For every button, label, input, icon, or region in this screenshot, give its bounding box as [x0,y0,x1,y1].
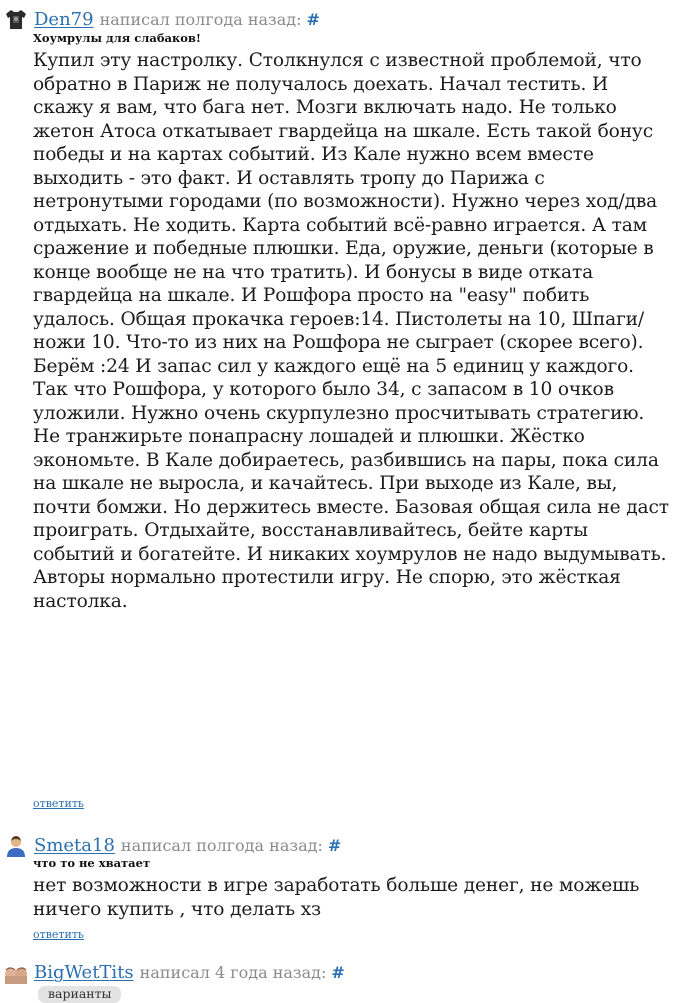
comment-body [33,874,669,921]
author-link[interactable]: Smeta18 [34,834,115,856]
permalink[interactable]: # [331,962,345,982]
avatar[interactable] [4,833,28,857]
comment-tag[interactable]: варианты [38,986,121,1003]
comment-body [33,49,669,613]
comment-meta: написал полгода назад: [120,835,323,855]
reply-link[interactable]: ответить [33,797,84,810]
permalink[interactable]: # [306,9,320,29]
comment-title: что то не хватает [33,856,151,870]
author-link[interactable]: BigWetTits [34,961,134,983]
author-link[interactable]: Den79 [34,8,94,30]
comment-header [4,832,341,858]
comment-title: Хоумрулы для слабаков! [33,31,201,45]
comment-header [4,6,320,32]
avatar[interactable] [4,960,28,984]
permalink[interactable]: # [327,835,342,855]
comment-text: Купил эту настролку. Столкнулся с известной проблемой, что обратно в Париж не получалось доехать. Начал тестить. И скажу я вам, что бага нет. Мозги включать надо. Не только жетон Атоса откатывает гвардейца на шкале. Есть такой бонус победы и на картах событий. Из Кале нужно всем вместе выходить - это факт. И оставлять тропу до Парижа с нетронутыми городами (по возможности). Нужно через ход/два отдыхать. Не ходить. Карта событий всё-равно играется. А там сражение и победные плюшки. Еда, оружие, деньги (которые в конце вообще не на что тратить). И бонусы в виде отката гвардейца на шкале. И Рошфора просто на "easy" побить удалось. Общая прокачка героев:14. Пистолеты на 10, Шпаги/ножи 10. Что-то из них на Рошфора не сыграет (скорее всего). Берём :24 И запас сил у каждого ещё на 5 единиц у каждого. Так что Рошфора, у которого было 34, с запасом в 10 очков уложили. Нужно очень скурпулезно просчитывать стратегию. Не транжирьте понапрасну лошадей и плюшки. Жёстко экономьте. В Кале добираетесь, разбившись на пары, пока сила на шкале не выросла, и качайтесь. При выходе из Кале, вы, почти бомжи. Но держитесь вместе. Базовая общая сила не даст проиграть. Отдыхайте, восстанавливайтесь, бейте карты событий и богатейте. И никаких хоумрулов не надо выдумывать. Авторы нормально протестили игру. Не спорю, это жёсткая настолка. [33,50,669,612]
avatar[interactable] [4,7,28,31]
comment-meta: написал 4 года назад: [139,962,327,982]
comment-meta: написал полгода назад: [99,9,302,29]
comment-header [4,959,345,985]
comment-text: нет возможности в игре заработать больше денег, не можешь ничего купить , что делать хз [33,875,640,920]
reply-link[interactable]: ответить [33,928,84,941]
